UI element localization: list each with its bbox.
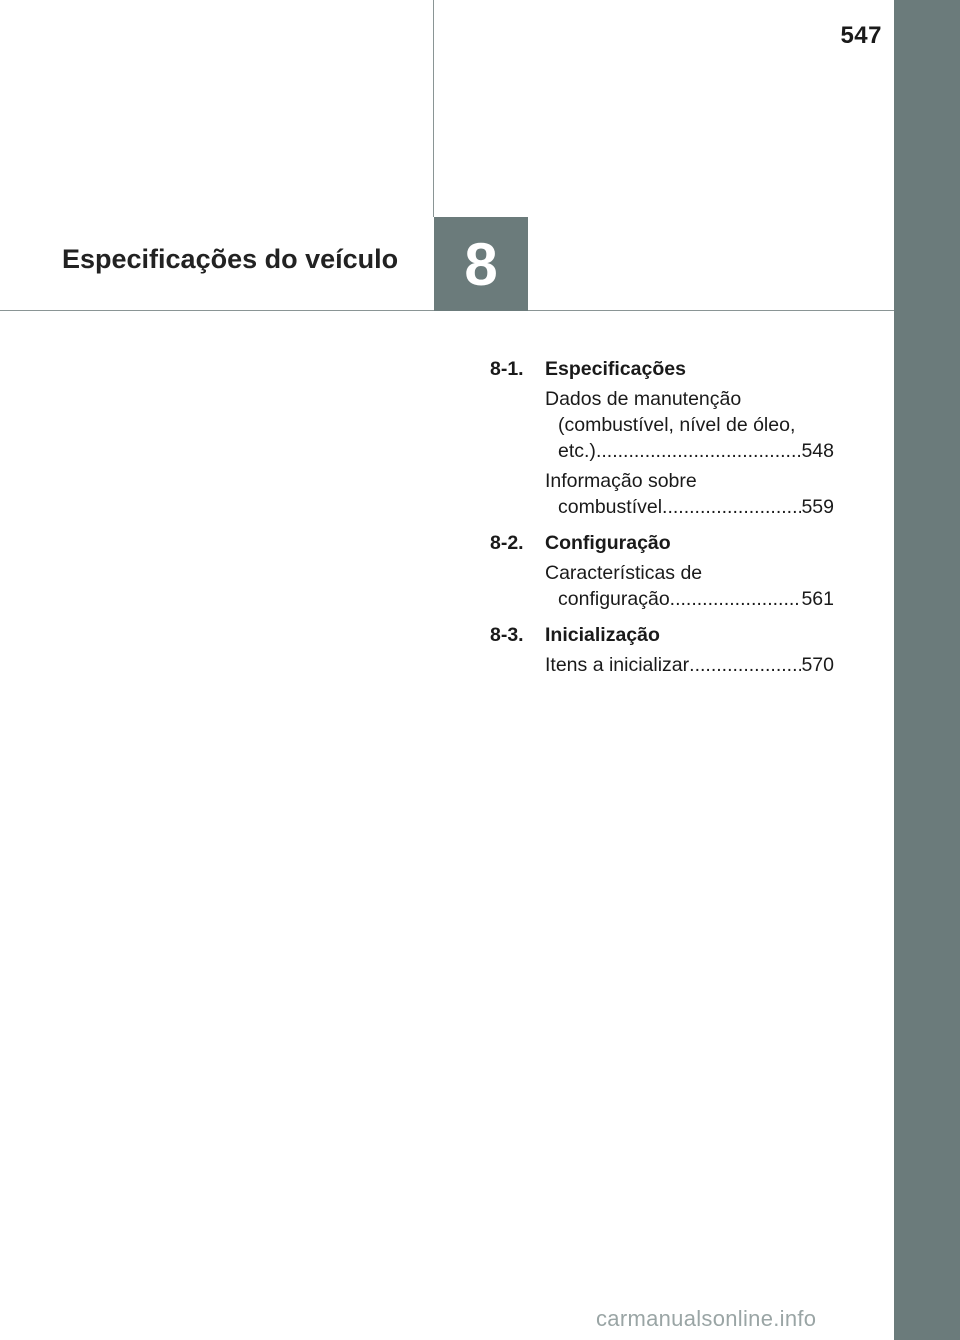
section-number: 8-2. (490, 532, 524, 554)
chapter-number-box: 8 (434, 217, 528, 311)
entry-leader-line (545, 652, 834, 678)
entry-leader-line (545, 586, 834, 612)
page-reference: 561 (801, 588, 834, 610)
vertical-divider (433, 0, 434, 217)
watermark: carmanualsonline.info (596, 1306, 817, 1331)
toc-section-8-2[interactable] (490, 530, 834, 556)
chapter-title: Especificações do veículo (62, 244, 399, 274)
entry-line: Informação sobre (545, 470, 697, 492)
table-of-contents (490, 356, 834, 678)
page-number: 547 (840, 22, 882, 49)
dot-leader (596, 438, 802, 464)
page-reference: 548 (801, 440, 834, 462)
page-reference: 570 (801, 654, 834, 676)
section-number: 8-1. (490, 358, 524, 380)
page-reference: 559 (801, 496, 834, 518)
entry-line: etc.) (558, 440, 596, 462)
toc-section-8-3[interactable] (490, 622, 834, 648)
toc-section-8-1[interactable] (490, 356, 834, 382)
entry-line: Itens a inicializar (545, 654, 690, 676)
section-title: Especificações (545, 358, 686, 380)
side-tab-bar (894, 0, 960, 1340)
entry-line: configuração (558, 588, 670, 610)
dot-leader (670, 586, 802, 612)
section-number: 8-3. (490, 624, 524, 646)
section-title: Inicialização (545, 624, 660, 646)
entry-line: combustível (558, 496, 663, 518)
toc-entry-dados-manutencao[interactable] (545, 386, 834, 464)
entry-line: (combustível, nível de óleo, (558, 414, 796, 436)
entry-leader-line (545, 438, 834, 464)
entry-line: Dados de manutenção (545, 388, 742, 410)
dot-leader (689, 652, 801, 678)
entry-line: Características de (545, 562, 703, 584)
toc-entry-itens-inicializar[interactable] (545, 652, 834, 678)
toc-entry-informacao-combustivel[interactable] (545, 468, 834, 520)
entry-leader-line (545, 494, 834, 520)
section-title: Configuração (545, 532, 671, 554)
toc-entry-caracteristicas-configuracao[interactable] (545, 560, 834, 612)
dot-leader (662, 494, 801, 520)
